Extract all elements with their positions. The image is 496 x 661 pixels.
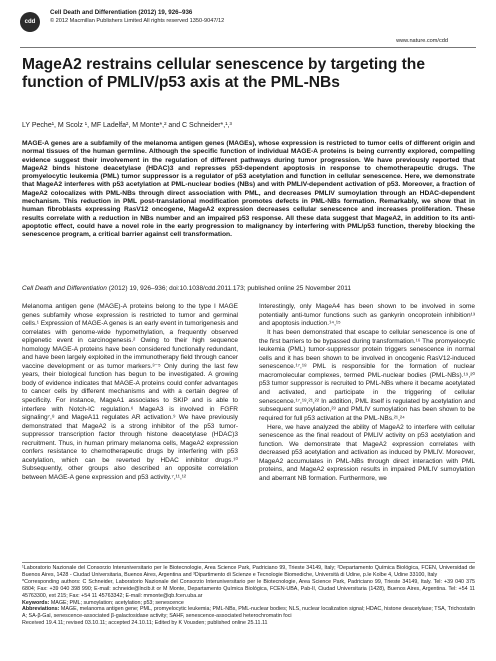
keywords-label: Keywords: [22, 599, 50, 606]
body-paragraph: It has been demonstrated that escape to cellular senescence is one of the first barriers to be bypassed during transformation.¹⁶ The promyelocytic leukemia (PML) tumor-suppressor protein triggers senescence in normal cells and it has been shown to be involved in oncogenic RasV12-induced senescence.¹⁷,¹⁸ PML is responsible for the formation of nuclear macromolecular complexes, termed PML-nuclear bodies (PML-NBs).¹⁹,²⁰ p53 tumor suppressor is recruited to PML-NBs where it became acetylated and activated, and participate in the triggering of cellular senescence.¹⁷,¹⁸,²¹,²² In addition, PML itself is regulated by acetylation and subsequent sumoylation,²³ and PMLIV sumoylation has been shown to be required for full p53 activation at the PML-NBs.²¹,²⁴ [259, 329, 475, 422]
copyright-line: © 2012 Macmillan Publishers Limited All rights reserved 1350-9047/12 [50, 18, 225, 24]
correspondence: *Corresponding authors: C Schneider, Laboratorio Nazionale del Consorzio Interuniversitario per le Biotecnologie, Area Science Park, Padriciano 99, Trieste 34149, Italy. Tel: +39 040 375 6804; Fax: +39 040 398 990; E-mail: schneide@lncib.it or M Monte, Departamento Química Biológica, FCEN-UBA, Pab-II, Ciudad Universitaria (1428), Buenos Aires, Argentina. Tel: +54 11 45763300, ext 215; Fax: +54 11 45763342; E-mail: mmonte@qb.fcen.uba.ar [22, 578, 475, 599]
received-line: Received 19.4.11; revised 03.10.11; accepted 24.10.11; Edited by K Vousden; published online 25.11.11 [22, 620, 268, 627]
journal-header [0, 0, 496, 46]
abbreviations-label: Abbreviations: [22, 606, 60, 613]
body-paragraph: Here, we have analyzed the ability of MageA2 to interfere with cellular senescence as the final readout of PMLIV activity on p53 acetylation and function. We demonstrate that MageA2 expression correlates with decreased p53 acetylation and activation as induced by PMLIV. Moreover, MageA2 accumulates in PML-NBs through direct interaction with PML proteins, and MageA2 expression results in impaired PMLIV sumoylation and aberrant NB formation. Furthermore, we [259, 423, 475, 482]
abbreviations-line [22, 606, 475, 620]
citation-details: (2012) 19, 926–936; doi:10.1038/cdd.2011.173; published online 25 November 2011 [106, 285, 351, 292]
journal-logo: cdd [20, 12, 40, 32]
article-citation [22, 285, 351, 292]
journal-citation-line: Cell Death and Differentiation (2012) 19, 926–936 [50, 9, 193, 16]
footnote-divider [22, 562, 475, 563]
affiliations: ¹Laboratorio Nazionale del Consorzio Interuniversitario per le Biotecnologie, Area Science Park, Padriciano 99, Trieste 34149, Italy; ²Departamento Química Biológica, FCEN, Universidad de Buenos Aires, 1428 - Ciudad Universitaria, Buenos Aires, Argentina and ³Dipartimento di Scienze e Tecnologie Biomediche, Università di Udine, p.le Kolbe 4, Udine 33100, Italy [22, 565, 475, 578]
author-list: LY Peche¹, M Scolz ¹, MF Ladelfa², M Monte*,² and C Schneider*,¹,³ [22, 122, 232, 129]
body-paragraph: Interestingly, only MageA4 has been shown to be involved in some potentially anti-tumor functions such as gankyrin oncoprotein inhibition¹³ and apoptosis induction.¹⁴,¹⁵ [259, 303, 475, 328]
journal-url[interactable]: www.nature.com/cdd [396, 38, 448, 44]
keywords-line [22, 600, 475, 607]
body-column-right [259, 303, 475, 483]
abstract: MAGE-A genes are a subfamily of the melanoma antigen genes (MAGEs), whose expression is restricted to tumor cells of different origin and normal tissues of the human germline. Although the specific function of individual MAGE-A proteins is being currently explored, compelling evidence suggest their involvement in the regulation of different pathways during tumor progression. We have previously reported that MageA2 binds histone deacetylase (HDAC)3 and represses p53-dependent apoptosis in response to chemotherapeutic drugs. The promyelocytic leukemia (PML) tumor suppressor is a regulator of p53 acetylation and function in cellular senescence. Here, we demonstrate that MageA2 interferes with p53 acetylation at PML-nuclear bodies (NBs) and with PMLIV-dependent activation of p53. Moreover, a fraction of MageA2 colocalizes with PML-NBs through direct association with PML, and decreases PMLIV sumoylation through an HDAC-dependent mechanism. This reduction in PML post-translational modification promotes defects in PML-NBs formation. Remarkably, we show that in human fibroblasts expressing RasV12 oncogene, MageA2 expression decreases cellular senescence and increases proliferation. These results correlate with a reduction in NBs number and an impaired p53 response. All these data suggest that MageA2, in addition to its anti-apoptotic effect, could have a novel role in the early progression to malignancy by interfering with PML/p53 function, thereby blocking the senescence program, a critical barrier against cell transformation. [22, 140, 475, 239]
body-paragraph: Melanoma antigen gene (MAGE)-A proteins belong to the type I MAGE genes subfamily whose expression is restricted to tumor and germinal cells.¹ Expression of MAGE-A genes is an early event in tumorigenesis and correlates with genome-wide hypomethylation, a frequently observed epigenetic event in carcinogenesis.² Owing to their high sequence homology MAGE-A proteins have been considered functionally redundant, and have been largely exploited in the immunotherapy field through cancer vaccine development or as tumor markers.³⁻⁵ Only during the last few years, their biological function has begun to be investigated. A growing body of evidence indicates that MAGE-A proteins could confer advantages to cancer cells by different mechanisms and with a certain degree of specificity. For instance, MageA1 associates to SKIP and is able to interfere with Notch-IC regulation.⁶ MageA3 is involved in FGFR signaling⁷,⁸ and MageA11 regulates AR activation.⁹ We have previously demonstrated that MageA2 is a strong inhibitor of the p53 tumor-suppressor transcription factor through histone deacetylase (HDAC)3 recruitment. Thus, in human primary melanoma cells, MageA2 expression confers resistance to chemotherapeutic drugs by interfering with p53 acetylation, which can be reverted by HDAC inhibitor drugs.¹⁰ Subsequently, other groups also described an opposite correlation between MAGE-A gene expression and p53 activity.⁷,¹¹,¹² [22, 303, 238, 481]
article-title: MageA2 restrains cellular senescence by targeting the function of PMLIV/p53 axis at the PML-NBs [22, 56, 426, 91]
footnotes [22, 565, 475, 627]
keywords: MAGE; PML; sumoylation; acetylation; p53; senescence [49, 599, 184, 606]
header-divider [20, 47, 476, 48]
abbreviations: MAGE, melanoma antigen gene; PML, promyelocytic leukemia; PML-NBs, PML-nuclear bodies; NLS, nuclear localization signal; HDAC, histone deacetylase; TSA, Trichostatin A; SA-β-Gal, senescence-associated β-galactosidase activity; SAHF, senescence-associated heterochromatin foci [22, 606, 475, 620]
citation-journal: Cell Death and Differentiation [22, 285, 107, 292]
body-column-left [22, 303, 238, 482]
